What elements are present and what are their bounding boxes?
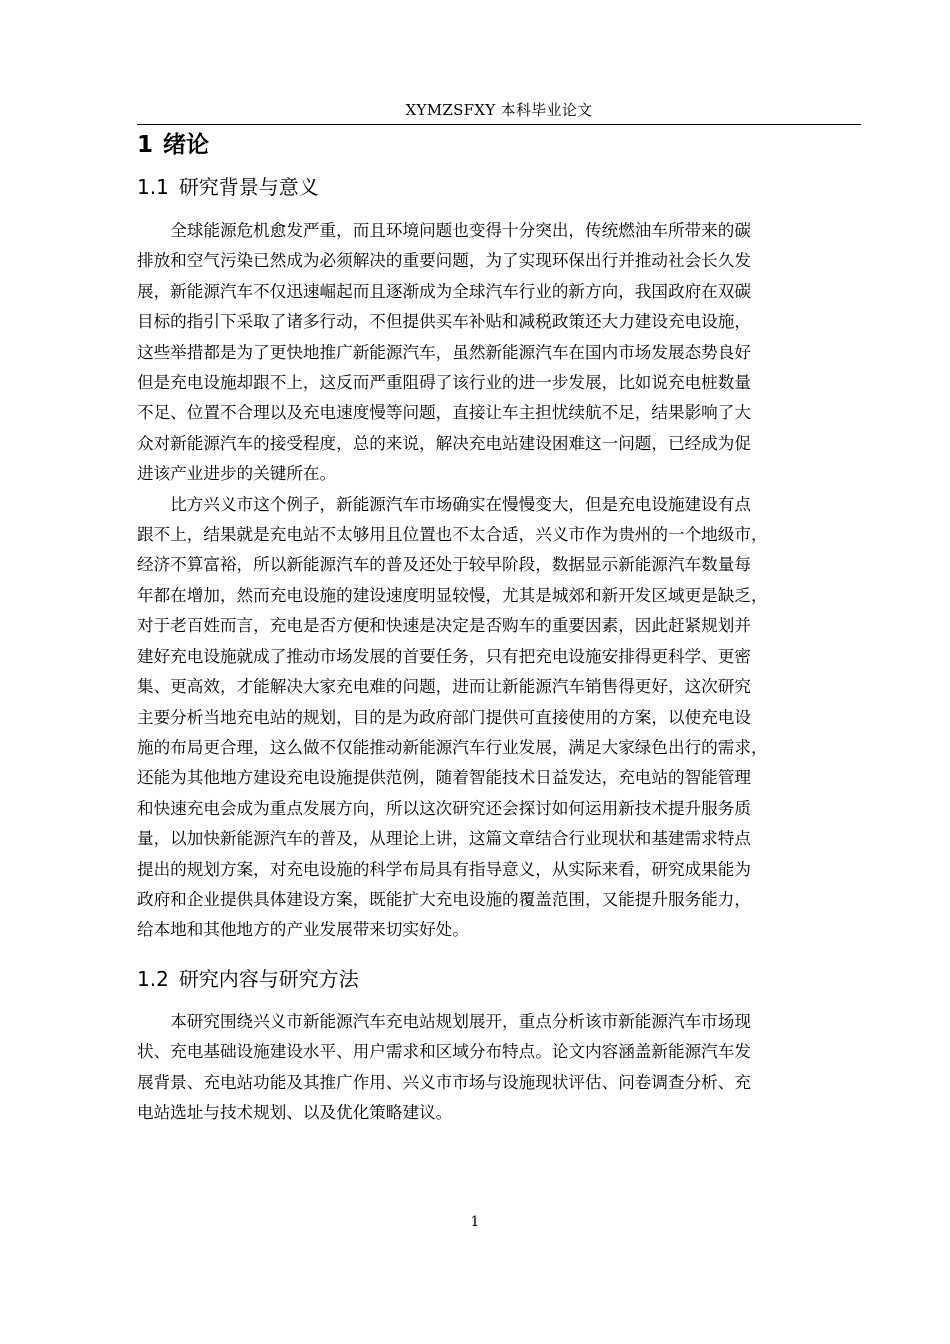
text-line: 量，以加快新能源汽车的普及，从理论上讲，这篇文章结合行业现状和基建需求特点 bbox=[137, 829, 751, 849]
section-heading-1-2 bbox=[137, 964, 861, 994]
text-line: 对于老百姓而言，充电是否方便和快速是决定是否购车的重要因素，因此赶紧规划并 bbox=[137, 616, 751, 636]
section-heading-1-1 bbox=[137, 172, 861, 202]
text-line: 全球能源危机愈发严重，而且环境问题也变得十分突出，传统燃油车所带来的碳 bbox=[170, 221, 751, 240]
header-rule bbox=[137, 124, 861, 125]
text-line: 排放和空气污染已然成为必须解决的重要问题，为了实现环保出行并推动社会长久发 bbox=[137, 251, 751, 271]
section-number: 1.1 bbox=[137, 175, 169, 199]
text-line: 展背景、充电站功能及其推广作用、兴义市市场与设施现状评估、问卷调查分析、充 bbox=[137, 1072, 751, 1092]
section-title: 研究背景与意义 bbox=[178, 175, 319, 199]
text-line: 状、充电基础设施建设水平、用户需求和区域分布特点。论文内容涵盖新能源汽车发 bbox=[137, 1042, 751, 1062]
running-header: XYMZSFXY 本科毕业论文 bbox=[405, 101, 593, 119]
text-line: 年都在增加，然而充电设施的建设速度明显较慢，尤其是城郊和新开发区域更是缺乏， bbox=[137, 585, 768, 605]
text-line: 经济不算富裕，所以新能源汽车的普及还处于较早阶段，数据显示新能源汽车数量每 bbox=[137, 555, 751, 575]
text-line: 施的布局更合理，这么做不仅能推动新能源汽车行业发展，满足大家绿色出行的需求， bbox=[137, 737, 768, 757]
page-number: 1 bbox=[470, 1214, 480, 1230]
text-line: 展，新能源汽车不仅迅速崛起而且逐渐成为全球汽车行业的新方向，我国政府在双碳 bbox=[137, 281, 751, 301]
text-line: 这些举措都是为了更快地推广新能源汽车，虽然新能源汽车在国内市场发展态势良好 bbox=[137, 342, 751, 362]
text-line: 和快速充电会成为重点发展方向，所以这次研究还会探讨如何运用新技术提升服务质 bbox=[137, 798, 751, 818]
chapter-heading bbox=[137, 128, 861, 162]
text-line: 政府和企业提供具体建设方案，既能扩大充电设施的覆盖范围，又能提升服务能力， bbox=[137, 889, 751, 909]
paragraph-1-1-1 bbox=[137, 216, 861, 490]
document-body bbox=[137, 128, 861, 1128]
paragraph-1-2-1 bbox=[137, 1007, 861, 1129]
chapter-title: 绪论 bbox=[163, 132, 210, 158]
text-line: 电站选址与技术规划、以及优化策略建议。 bbox=[137, 1102, 453, 1122]
text-line: 目标的指引下采取了诸多行动，不但提供买车补贴和减税政策还大力建设充电设施， bbox=[137, 312, 751, 332]
text-line: 主要分析当地充电站的规划，目的是为政府部门提供可直接使用的方案，以使充电设 bbox=[137, 707, 751, 727]
text-line: 给本地和其他地方的产业发展带来切实好处。 bbox=[137, 920, 469, 940]
text-line: 跟不上，结果就是充电站不太够用且位置也不太合适，兴义市作为贵州的一个地级市， bbox=[137, 525, 768, 545]
text-line: 进该产业进步的关键所在。 bbox=[137, 464, 337, 484]
text-line: 众对新能源汽车的接受程度，总的来说，解决充电站建设困难这一问题，已经成为促 bbox=[137, 433, 751, 453]
text-line: 集、更高效，才能解决大家充电难的问题，进而让新能源汽车销售得更好，这次研究 bbox=[137, 677, 751, 697]
text-line: 但是充电设施却跟不上，这反而严重阻碍了该行业的进一步发展，比如说充电桩数量 bbox=[137, 373, 751, 393]
text-line: 比方兴义市这个例子，新能源汽车市场确实在慢慢变大，但是充电设施建设有点 bbox=[170, 494, 751, 514]
section-number: 1.2 bbox=[137, 966, 169, 991]
text-line: 还能为其他地方建设充电设施提供范例，随着智能技术日益发达，充电站的智能管理 bbox=[137, 768, 751, 788]
text-line: 提出的规划方案，对充电设施的科学布局具有指导意义，从实际来看，研究成果能为 bbox=[137, 859, 751, 879]
text-line: 不足、位置不合理以及充电速度慢等问题，直接让车主担忧续航不足，结果影响了大 bbox=[137, 403, 751, 423]
section-title: 研究内容与研究方法 bbox=[178, 966, 359, 991]
text-line: 建好充电设施就成了推动市场发展的首要任务，只有把充电设施安排得更科学、更密 bbox=[137, 646, 751, 666]
chapter-number: 1 bbox=[137, 132, 154, 158]
text-line: 本研究围绕兴义市新能源汽车充电站规划展开，重点分析该市新能源汽车市场现 bbox=[170, 1011, 751, 1031]
paragraph-1-1-2 bbox=[137, 490, 861, 946]
